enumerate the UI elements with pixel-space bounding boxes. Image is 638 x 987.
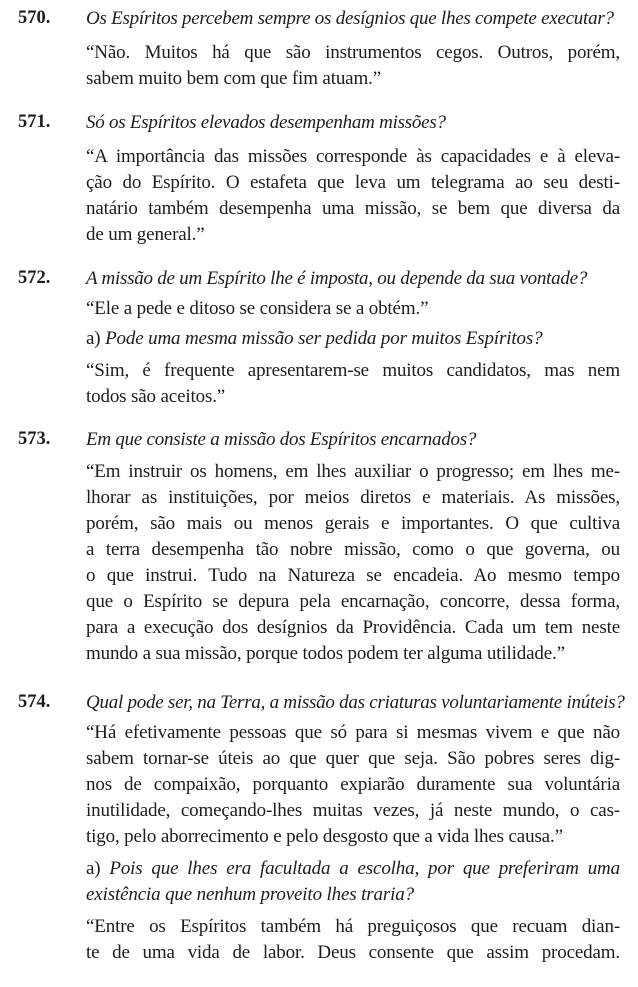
answer-line: todos são aceitos.” xyxy=(86,386,226,407)
answer-line: sabem muito bem com que fim atuam.” xyxy=(86,68,381,89)
question-number: 574. xyxy=(18,692,51,712)
question-number: 573. xyxy=(18,429,51,449)
answer-line: de um general.” xyxy=(86,224,205,245)
sub-question xyxy=(86,326,620,352)
answer-line: “Sim, é frequente apresentarem-se muitos candidatos, mas nem xyxy=(86,360,620,381)
sub-question-text: Pode uma mesma missão ser pedida por muitos Espíritos? xyxy=(105,328,543,349)
question-text: A missão de um Espírito lhe é imposta, ou depende da sua vontade? xyxy=(86,268,588,289)
question-number: 570. xyxy=(18,8,51,28)
answer-line: nos de compaixão, porquanto expiarão duramente sua voluntária xyxy=(86,774,620,795)
answer-line: sabem tornar-se úteis ao que quer que seja. São pobres seres dig- xyxy=(86,748,620,769)
question-number: 571. xyxy=(18,112,51,132)
answer-line: que o Espírito se depura pela encarnação, concorre, dessa forma, xyxy=(86,591,620,612)
answer-line: mundo a sua missão, porque todos podem ter alguma utilidade.” xyxy=(86,643,565,664)
answer-line: a terra desempenha tão nobre missão, como o que governa, ou xyxy=(86,539,620,560)
answer-line: lhorar as instituições, por meios diretos e materiais. As missões, xyxy=(86,487,620,508)
question-text: Os Espíritos percebem sempre os desígnios que lhes compete executar? xyxy=(86,8,614,29)
sub-question-label: a) xyxy=(86,328,101,349)
answer-line: para a execução dos desígnios da Providência. Cada um tem neste xyxy=(86,617,620,638)
answer-line: “Há efetivamente pessoas que só para si mesmas vivem e que não xyxy=(86,722,620,743)
answer-line: inutilidade, começando-lhes muitas vezes, já neste mundo, o cas- xyxy=(86,800,620,821)
sub-question-label: a) xyxy=(86,858,101,879)
question-text: Só os Espíritos elevados desempenham missões? xyxy=(86,112,446,133)
question-number: 572. xyxy=(18,268,51,288)
answer-line: “A importância das missões corresponde às capacidades e à eleva- xyxy=(86,146,620,167)
answer-line: natário também desempenha uma missão, se bem que diversa da xyxy=(86,198,620,219)
answer-line: “Em instruir os homens, em lhes auxiliar o progresso; em lhes me- xyxy=(86,461,620,482)
answer-line: tigo, pelo aborrecimento e pelo desgosto que a vida lhes causa.” xyxy=(86,826,563,847)
sub-question-text: existência que nenhum proveito lhes traria? xyxy=(86,884,414,905)
answer-line: ção do Espírito. O estafeta que leva um telegrama ao seu desti- xyxy=(86,172,620,193)
answer-line: “Entre os Espíritos também há preguiçosos que recuam dian- xyxy=(86,916,620,937)
question-text: Qual pode ser, na Terra, a missão das criaturas voluntariamente inúteis? xyxy=(86,692,625,713)
sub-question xyxy=(86,856,620,882)
answer-line: te de uma vida de labor. Deus consente que assim procedam. xyxy=(86,942,620,963)
question-text: Em que consiste a missão dos Espíritos encarnados? xyxy=(86,429,477,450)
sub-question-text: Pois que lhes era facultada a escolha, por que preferiram uma xyxy=(109,858,620,879)
answer-line: “Ele a pede e ditoso se considera se a obtém.” xyxy=(86,298,429,319)
answer-line: o que instrui. Tudo na Natureza se encadeia. Ao mesmo tempo xyxy=(86,565,620,586)
answer-line: porém, são mais ou menos gerais e importantes. O que cultiva xyxy=(86,513,620,534)
sub-question-continued xyxy=(86,882,620,908)
answer-line: “Não. Muitos há que são instrumentos cegos. Outros, porém, xyxy=(86,42,620,63)
